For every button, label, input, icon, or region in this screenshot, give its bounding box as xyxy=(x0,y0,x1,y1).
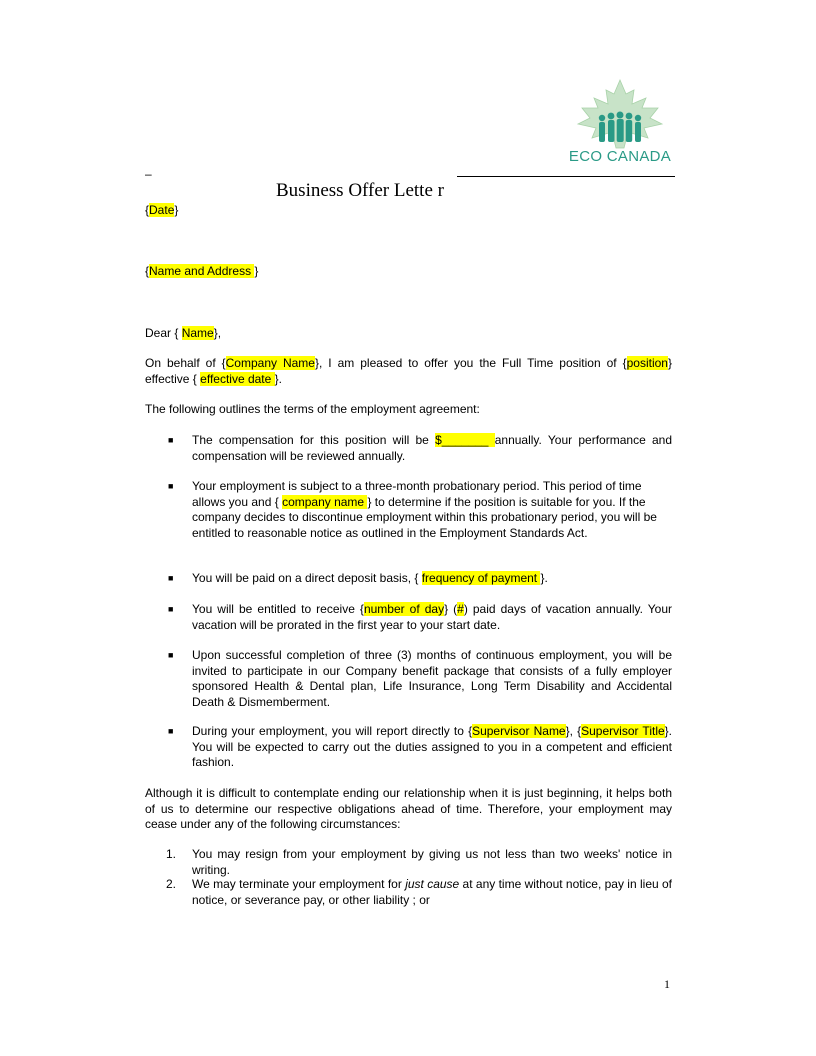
salary-field[interactable]: $_______ xyxy=(435,433,495,447)
name-field[interactable]: Name xyxy=(181,326,214,340)
header-rule xyxy=(457,176,675,177)
bullet-marker: ■ xyxy=(168,604,174,614)
header-dash: – xyxy=(145,167,152,181)
date-field[interactable]: Date xyxy=(149,203,175,217)
position-field[interactable]: position xyxy=(626,356,668,370)
company-name-field[interactable]: Company Name xyxy=(225,356,315,370)
termination-paragraph: Although it is difficult to contemplate ending our relationship when it is just beginning, it helps both of us to determine our respective obligations ahead of time. Therefore, your employment may cease under any of the following circumstances: xyxy=(145,786,672,831)
logo-text: ECO CANADA xyxy=(568,148,672,165)
vacation-count-field[interactable]: # xyxy=(457,602,464,616)
bullet-marker: ■ xyxy=(168,650,174,660)
page-number: 1 xyxy=(664,977,670,991)
supervisor-title-field[interactable]: Supervisor Title xyxy=(581,724,665,738)
bullet-vacation: You will be entitled to receive {number of day} (#) paid days of vacation annually. Your vacation will be prorated in the first year to your start date. xyxy=(192,602,673,632)
date-line: {Date} xyxy=(145,203,179,217)
list-number: 1. xyxy=(166,847,177,861)
numbered-item-terminate: We may terminate your employment for just cause at any time without notice, pay in lieu of notice, or severance pay, or other liability ; or xyxy=(192,877,673,907)
bullet-marker: ■ xyxy=(168,573,174,583)
bullet-payment: You will be paid on a direct deposit basis, { frequency of payment }. xyxy=(192,571,548,585)
payment-frequency-field[interactable]: frequency of payment xyxy=(421,571,541,585)
company-name-field-2[interactable]: company name xyxy=(282,494,368,509)
name-address-field[interactable]: Name and Address xyxy=(149,264,255,278)
list-number: 2. xyxy=(166,877,177,891)
numbered-item-resign: You may resign from your employment by giving us not less than two weeks' notice in writing. xyxy=(192,847,672,877)
supervisor-name-field[interactable]: Supervisor Name xyxy=(472,724,566,738)
salutation: Dear { Name}, xyxy=(145,326,222,340)
terms-intro: The following outlines the terms of the employment agreement: xyxy=(145,402,480,416)
bullet-supervisor: During your employment, you will report directly to {Supervisor Name}, {Supervisor Title}. You will be expected to carry out the duties assigned to you in a competent and efficient fashion. xyxy=(192,724,672,769)
intro-paragraph: On behalf of {Company Name}, I am pleased to offer you the Full Time position of {position} effective { effective date }. xyxy=(145,356,672,386)
eco-canada-logo xyxy=(566,78,674,170)
maple-leaf-people-icon xyxy=(566,78,674,150)
bullet-marker: ■ xyxy=(168,726,174,736)
name-address-line: {Name and Address } xyxy=(145,264,259,278)
bullet-benefits: Upon successful completion of three (3) months of continuous employment, you will be invited to participate in our Company benefit package that consists of a fully employer sponsored Health & Dental plan, Life Insurance, Long Term Disability and Accidental Death & Dismemberment. xyxy=(192,648,672,709)
vacation-days-field[interactable]: number of day xyxy=(363,602,445,616)
document-title: Business Offer Lette r xyxy=(276,180,444,201)
bullet-probation: Your employment is subject to a three-month probationary period. This period of time allows you and { company name } to determine if the position is suitable for you. If the company decides to discontinue employment within this probationary period, you will be entitled to reasonable notice as outlined in the Employment Standards Act. xyxy=(192,479,657,540)
effective-date-field[interactable]: effective date xyxy=(200,371,275,386)
bullet-compensation: The compensation for this position will be $_______ annually. Your performance and compensation will be reviewed annually. xyxy=(192,433,673,463)
bullet-marker: ■ xyxy=(168,435,174,445)
bullet-marker: ■ xyxy=(168,481,174,491)
